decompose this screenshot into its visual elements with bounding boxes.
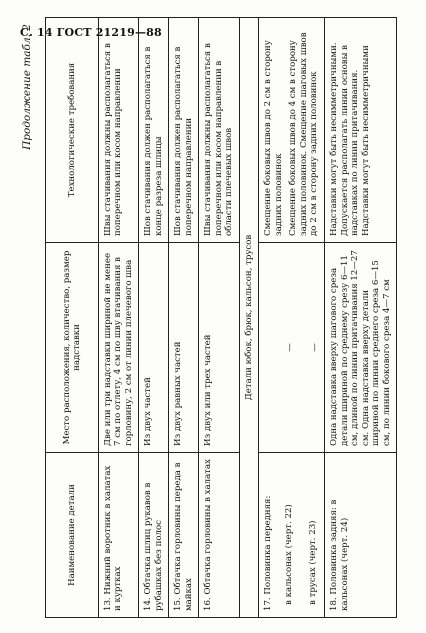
table-row: [259, 18, 325, 618]
row-17-place: [259, 243, 325, 453]
table-section-row: [239, 18, 258, 618]
row-16-req: Швы стачивания должны располагаться в поперечном или косом направлении в области плечевых швов: [199, 18, 239, 243]
row-15-req: Шов стачивания должен располагаться в поперечном направлении: [169, 18, 199, 243]
row-17-sub-2-name: в трусах (черт. 23): [308, 520, 319, 605]
row-17-sub-1-place: —: [285, 343, 296, 352]
row-18-place: Одна надставка вверху шагового среза детали шириной по среднему срезу 6—11 см, длиной по линии притачивания 12—27 см. Одна надставка вверху детали шириной по линии среднего среза 6—15 см, по линии бокового среза 4—7 см: [325, 243, 397, 453]
row-16-place: Из двух или трех частей: [199, 243, 239, 453]
row-17-sub-2-place: —: [309, 343, 320, 352]
column-header-place: Место расположения, количество, размер надставки: [46, 243, 99, 453]
table-row: [325, 18, 397, 618]
row-16-name: 16. Обтачка горловины в халатах: [199, 453, 239, 618]
table-continuation-label: Продолжение табл. 2: [21, 24, 33, 150]
row-14-req: Шов стачивания должен располагаться в конце разреза шлицы: [139, 18, 169, 243]
table-row: [169, 18, 199, 618]
table-row: [139, 18, 169, 618]
page-header: С. 14 ГОСТ 21219—88: [20, 26, 162, 39]
row-17-req: [259, 18, 325, 243]
row-17-name: [259, 453, 325, 618]
row-18-name: 18. Половинка задняя: в кальсонах (черт. 24): [325, 453, 397, 618]
row-14-place: Из двух частей: [139, 243, 169, 453]
row-17-sub-1-name: в кальсонах (черт. 22): [283, 504, 294, 605]
row-17-title: 17. Половинка передняя:: [263, 495, 274, 611]
row-13-place: Две или три надставки шириной не менее 7 см по отлету, 4 см по шву втачивания в горловину, 2 см от линии плечевого шва: [99, 243, 139, 453]
section-title: Детали юбок, брюк, кальсон, трусов: [239, 18, 258, 618]
column-header-name: Наименование детали: [46, 453, 99, 618]
table-row: [99, 18, 139, 618]
table-header-row: [46, 18, 99, 618]
table-row: [199, 18, 239, 618]
row-17-sub-2-req: Смещение боковых швов до 4 см в сторону задних половинок. Смещение шаговых швов до 2 см в сторону задних половинок: [288, 32, 320, 236]
row-13-req: Швы стачивания должны располагаться в поперечном или косом направлении: [99, 18, 139, 243]
row-15-name: 15. Обтачка горловины переда в майках: [169, 453, 199, 618]
row-14-name: 14. Обтачка шлиц рукавов в рубашках без полос: [139, 453, 169, 618]
rotated-table-block: [21, 18, 406, 618]
requirements-table: [45, 17, 397, 618]
row-17-sub-1-req: Смещение боковых швов до 2 см в сторону задних половинок: [263, 40, 284, 236]
row-18-req: Надставки могут быть несимметричными. Допускается располагать линии основы в надставках по линии притачивания. Надставки могут быть несимметричными: [325, 18, 397, 243]
row-15-place: Из двух равных частей: [169, 243, 199, 453]
row-13-name: 13. Нижний воротник в халатах и куртках: [99, 453, 139, 618]
column-header-requirements: Технологические требования: [46, 18, 99, 243]
